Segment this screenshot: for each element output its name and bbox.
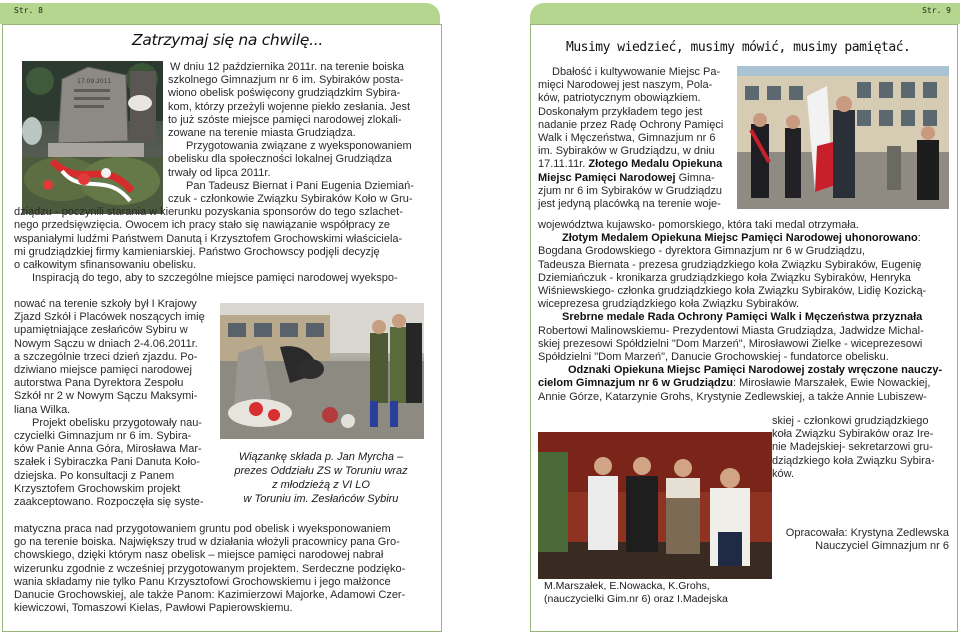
ceremony-illustration — [737, 66, 949, 209]
body-line: o całkowitym sfinansowaniu obelisku. — [14, 259, 197, 272]
author-line: Nauczyciel Gimnazjum nr 6 — [815, 540, 949, 553]
body-line: wizerunku zgodnie z wcześniej przygotowanym projektem. Serdeczne podzięko- — [14, 562, 406, 575]
silver-medal-heading: Srebrne medale Rada Ochrony Pamięci Walk i Męczeństwa przyznała — [562, 311, 923, 324]
body-line — [538, 311, 949, 324]
body-line: Wiśniewskiego- członka grudziądzkiego koła Związku Sybiraków, Lidię Kozicką- — [538, 285, 927, 298]
page-tab-right — [530, 3, 960, 24]
badge-heading: Odznaki Opiekuna Miejsc Pamięci Narodowej zostały wręczone nauczy- — [568, 364, 943, 377]
wreath-laying-photo — [220, 303, 424, 439]
article-body-left-bottom — [14, 523, 435, 615]
gold-medal-heading: Złotym Medalem Opiekuna Miejsc Pamięci Narodowej uhonorowano — [562, 232, 918, 245]
body-line: zaakceptowano. Rozpoczęła się syste- — [14, 496, 204, 509]
page-tab-left — [0, 3, 440, 24]
body-line: Przygotowania związane z wyeksponowaniem — [186, 140, 412, 153]
body-line: czuk - członkowie Związku Sybiraków Koło w Gru- — [168, 193, 413, 205]
body-line: Dbałość i kultywowanie Miejsc Pa- — [552, 66, 721, 78]
body-line: szkolnego Gimnazjum nr 6 im. Sybiraków posta- — [168, 74, 404, 87]
body-line: dziądzu - poczynili starania w kierunku pozyskania sponsorów do tego szlachet- — [14, 206, 403, 219]
body-line: wania składamy nie tylko Panu Krzysztofowi Grochowskiemu i jego małżonce — [14, 575, 391, 588]
body-line: Bogdana Grodowskiego - dyrektora Gimnazjum nr 6 w Grudziądzu, — [538, 245, 866, 258]
teachers-photo — [538, 432, 772, 579]
caption-line: z młodzieżą z VI LO — [272, 479, 370, 491]
body-line: Dziemiańczuk - kronikarza grudziądzkiego koła Związku Sybiraków, Henryka — [538, 271, 911, 284]
body-line: Annie Górze, Katarzynie Grohs, Krystynie Zedlewskiej, a także Annie Lubiszew- — [538, 390, 927, 403]
body-line: go na terenie boiska. Największy trud w działania włożyli pracownicy pana Gro- — [14, 536, 400, 549]
body-line: dziwiano miejsce pamięci narodowej — [14, 364, 192, 377]
body-line: nować na terenie szkoły był I Krajowy — [14, 298, 197, 310]
body-line: Pan Tadeusz Biernat i Pani Eugenia Dziemiań- — [186, 179, 414, 192]
body-line: mi grudziądzkiej firmy kamieniarskiej. Państwo Grochowscy podjęli decyzję — [14, 245, 380, 258]
body-line: zowane na terenie miasta Grudziądza. — [168, 127, 356, 140]
body-line: województwa kujawsko- pomorskiego, która taki medal otrzymała. — [538, 219, 859, 231]
body-line: obelisku dla społeczności lokalnej Grudziądza — [168, 153, 392, 166]
body-line: chowskiego, dzięki którym nasz obelisk – miejsce pamięci narodowej nabrał — [14, 549, 384, 562]
body-line: wiono obelisk poświęcony grudziądzkim Sybira- — [168, 87, 401, 100]
body-line: Tadeusza Biernata - prezesa grudziądzkiego koła Związku Sybiraków, Eugenię — [538, 258, 922, 271]
body-line: czycielki Gimnazjum nr 6 im. Sybira- — [14, 430, 192, 443]
caption-line: M.Marszałek, E.Nowacka, K.Grohs, — [544, 580, 710, 592]
author-line: Opracowała: Krystyna Zedlewska — [785, 527, 949, 539]
body-line: wiceprezesa grudziądzkiego koła Związku Sybiraków. — [538, 298, 800, 311]
body-line: Szkół nr 2 w Nowym Sączu Maksymi- — [14, 390, 198, 403]
author-credit — [772, 527, 949, 553]
body-line: liana Wilka. — [14, 403, 71, 416]
body-line: skiej prezesowi Spółdzielni "Dom Marzeń", Mirosławowi Zielke - wiceprezesowi — [538, 337, 923, 350]
article-body-left — [168, 61, 435, 193]
body-line — [538, 377, 949, 390]
body-line: koła Związku Sybiraków oraz Ire- — [772, 428, 934, 441]
body-text: Gimna- — [678, 171, 715, 184]
body-line: Projekt obelisku przygotowały nau- — [32, 416, 202, 429]
body-line: ków. — [772, 467, 795, 480]
ceremony-photo — [737, 66, 949, 209]
body-line: trwały od lipca 2011r. — [168, 166, 271, 179]
medal-name: Złotego Medalu Opiekuna — [588, 158, 723, 171]
body-line: upamiętniające zesłańców Sybiru w — [14, 324, 188, 337]
article-title-right: Musimy wiedzieć, musimy mówić, musimy pamiętać. — [566, 40, 911, 55]
body-line: W dniu 12 października 2011r. na terenie boiska — [170, 61, 404, 73]
body-line — [538, 172, 734, 185]
body-line: ków Panie Anna Góra, Mirosława Mar- — [14, 443, 202, 456]
body-line: jest jedyną placówką na terenie woje- — [538, 198, 721, 211]
page-number-right: Str. 9 — [922, 6, 951, 15]
body-line: zjum nr 6 im Sybiraków w Grudziądzu — [538, 184, 723, 197]
body-line: Inspiracją do tego, aby to szczególne miejsce pamięci narodowej wyekspo- — [32, 272, 398, 285]
teachers-caption — [544, 580, 770, 606]
body-line: kiewiczowi, Tomaszowi Kielas, Pawłowi Papierowskiemu. — [14, 602, 293, 615]
page-number-left: Str. 8 — [14, 6, 43, 15]
body-line: Krzysztofem Grochowskim projekt — [14, 482, 181, 495]
body-line: nie Madejskiej- sekretarzowi gru- — [772, 441, 933, 454]
body-line: nego przedsięwzięcia. Owocem ich pracy stało się nawiązanie współpracy ze — [14, 219, 391, 232]
body-line: szałek i Sybiraczka Pani Danuta Koło- — [14, 456, 200, 469]
date-text: 17.11.11r. — [538, 158, 586, 171]
body-text: : Mirosławie Marszałek, Ewie Nowackiej, — [732, 377, 931, 390]
caption-line: prezes Oddziału ZS w Toruniu wraz — [234, 465, 408, 477]
body-line: autorstwa Pana Dyrektora Zespołu — [14, 377, 184, 390]
monument-inscription: 17.09.2011 — [77, 78, 112, 85]
monument-photo — [22, 61, 163, 214]
article-title-left: Zatrzymaj się na chwilę... — [132, 31, 323, 49]
body-line: matyczna praca nad przygotowaniem gruntu pod obelisk i wyeksponowaniem — [14, 523, 391, 535]
article-body-left-narrow — [14, 298, 216, 509]
article-body-right-wide — [538, 219, 949, 404]
body-line: Zjazd Szkół i Placówek noszących imię — [14, 311, 205, 324]
body-line: Doskonałym przykładem tego jest — [538, 105, 703, 118]
monument-illustration — [22, 61, 163, 214]
body-line — [538, 158, 734, 171]
teachers-illustration — [538, 432, 772, 579]
body-line: wspaniałymi ludźmi Państwem Danutą i Krzysztofem Grochowskimi właściciela- — [14, 232, 403, 245]
badge-heading-cont: cielom Gimnazjum nr 6 w Grudziądzu — [538, 377, 733, 390]
body-line: Spółdzielni "Dom Marzeń", Danucie Grochowskiej - fundatorce obelisku. — [538, 351, 889, 364]
wreath-caption — [214, 450, 428, 506]
body-line: mięci Narodowej jest naszym, Pola- — [538, 79, 713, 92]
body-line: Walk i Męczeństwa, Gimnazjum nr 6 — [538, 132, 716, 145]
body-line: to już szóste miejsce pamięci narodowej zlokali- — [168, 113, 402, 126]
body-line: nadanie przez Radę Ochrony Pamięci — [538, 118, 724, 131]
wreath-illustration — [220, 303, 424, 439]
body-line: Danucie Grochowskiej, ale także Panom: Kazimierzowi Majorke, Adamowi Czer- — [14, 589, 406, 602]
medal-name-cont: Miejsc Pamięci Narodowej — [538, 171, 676, 184]
body-line: dziejska. Po konsultacji z Panem — [14, 469, 175, 482]
body-line: im. Sybiraków w Grudziądzu, w dniu — [538, 145, 715, 158]
body-line: Robertowi Malinowskiemu- Prezydentowi Miasta Grudziądza, Jadwidze Michal- — [538, 324, 924, 337]
article-body-right-end — [772, 415, 949, 481]
article-body-right-narrow — [538, 66, 734, 211]
body-line: ków, patriotycznym obowiązkiem. — [538, 92, 701, 105]
body-line — [538, 364, 949, 377]
body-line: dziądzkiego koła Związku Sybira- — [772, 454, 935, 467]
caption-line: w Toruniu im. Zesłańców Sybiru — [243, 493, 399, 505]
caption-line: (nauczycielki Gim.nr 6) oraz I.Madejska — [544, 593, 728, 605]
body-line: kom, którzy przeżyli wojenne piekło zesłania. Jest — [168, 100, 411, 113]
caption-line: Wiązankę składa p. Jan Myrcha – — [238, 451, 404, 463]
article-body-left-wide — [14, 193, 435, 285]
body-line: skiej - członkowi grudziądzkiego — [772, 415, 929, 427]
body-line: Złotym Medalem Opiekuna Miejsc Pamięci Narodowej uhonorowano: — [562, 232, 921, 245]
body-line: Nowym Sączu w dniach 2-4.06.2011r. — [14, 337, 198, 350]
body-line: a szczególnie trzeci dzień zjazdu. Po- — [14, 350, 198, 363]
